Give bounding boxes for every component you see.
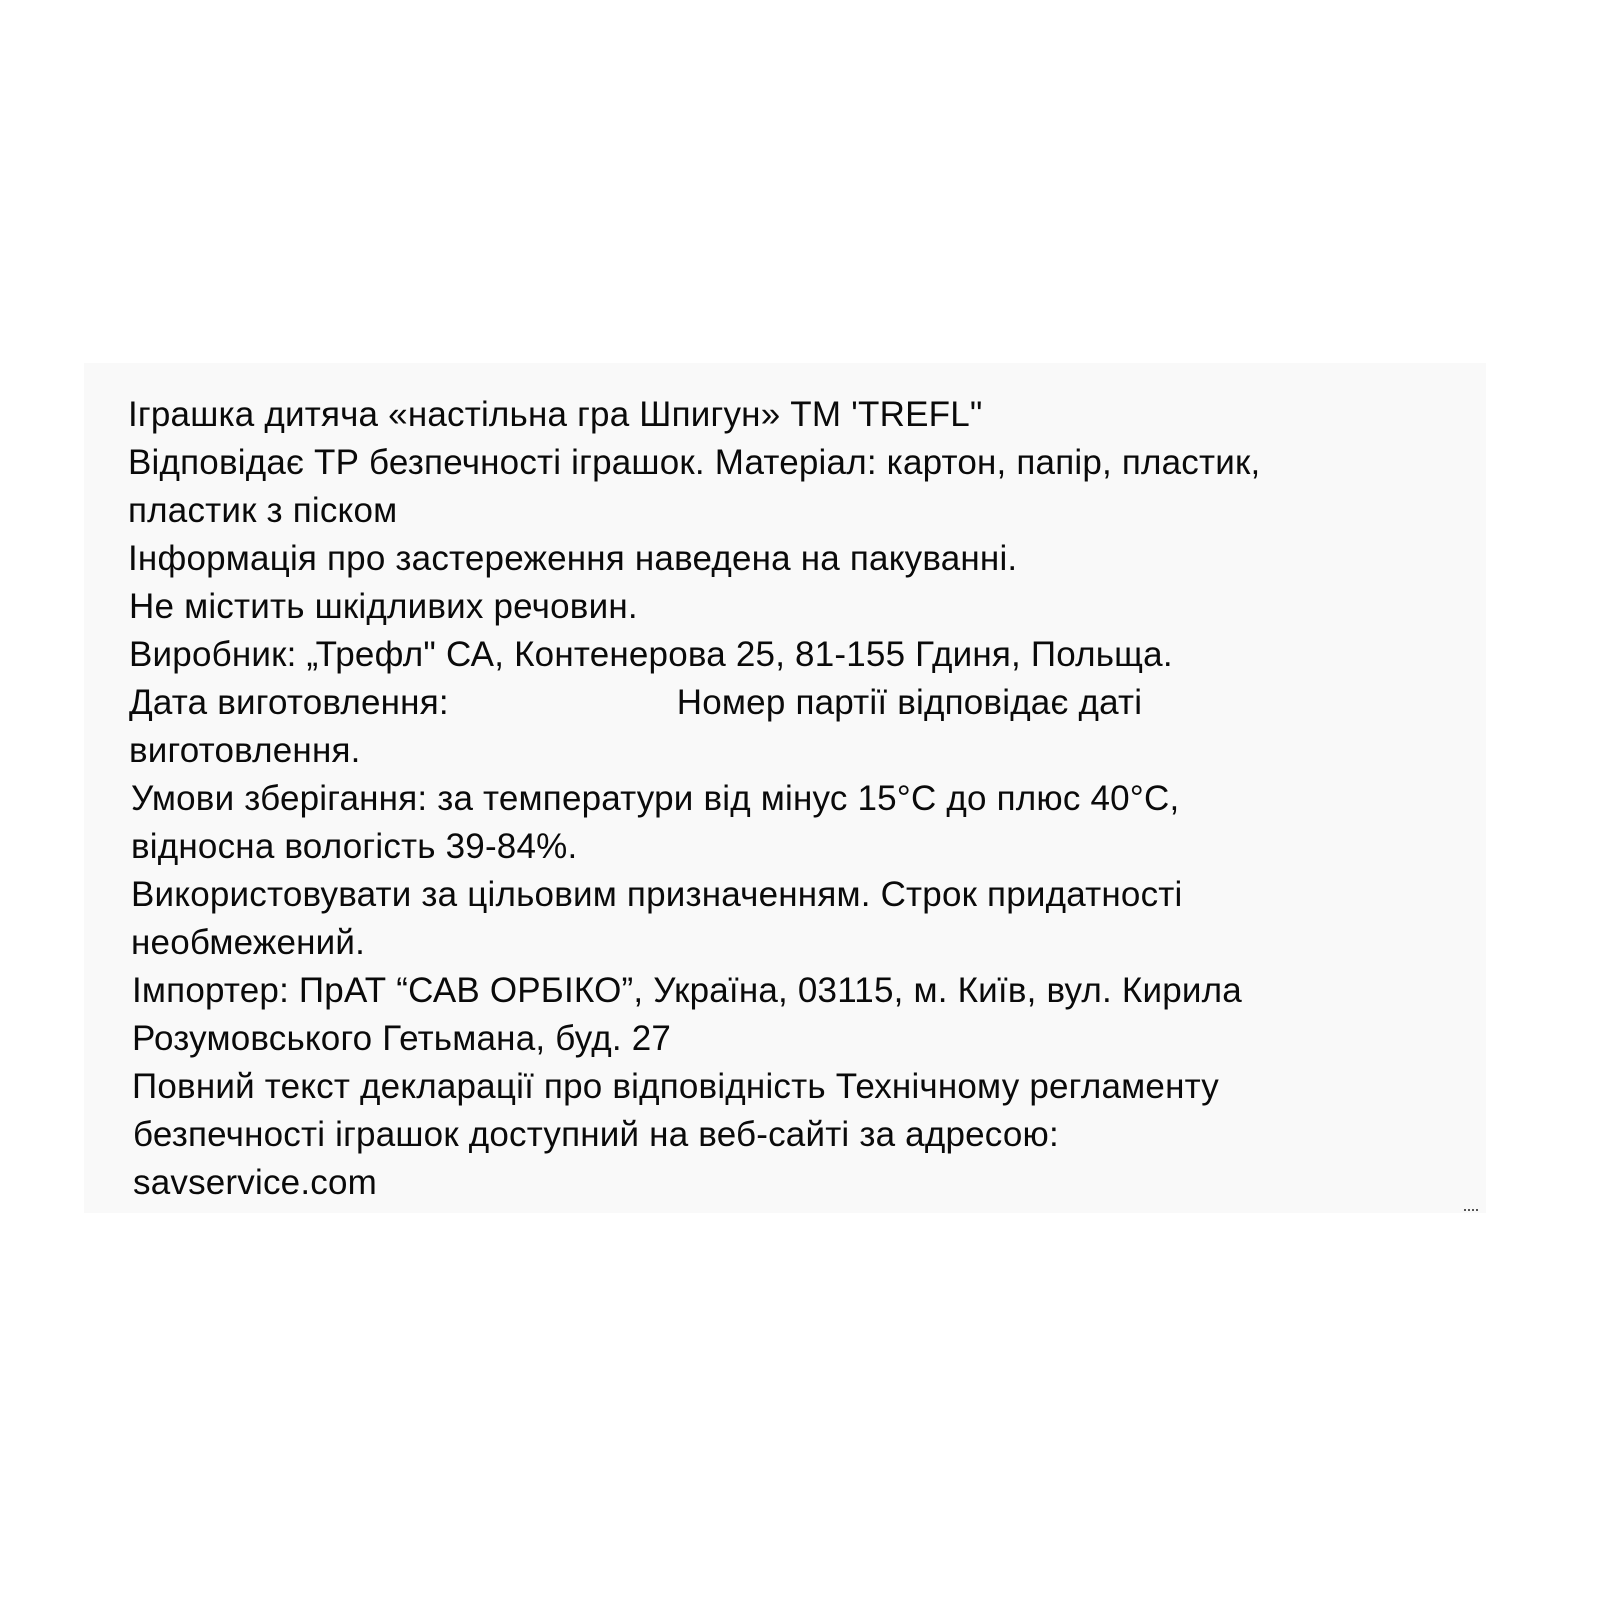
product-label-panel — [84, 363, 1486, 1213]
label-line-material-cont: пластик з піском — [128, 491, 398, 530]
scan-artifact-mark — [1464, 1209, 1478, 1213]
label-line-declaration-cont: безпечності іграшок доступний на веб-сайті за адресою: — [133, 1115, 1059, 1154]
label-line-declaration: Повний текст декларації про відповідність Технічному регламенту — [132, 1067, 1219, 1106]
label-line-humidity: відносна вологість 39-84%. — [131, 827, 578, 866]
label-line-shelf-life: необмежений. — [131, 923, 366, 962]
label-line-manufacturer: Виробник: „Трефл" СА, Контенерова 25, 81-155 Гдиня, Польща. — [129, 635, 1173, 674]
manufacture-date-label: Дата виготовлення: — [129, 683, 449, 722]
label-line-website: savservice.com — [133, 1163, 377, 1202]
label-line-storage: Умови зберігання: за температури від мінус 15°С до плюс 40°С, — [131, 779, 1180, 818]
batch-note: Номер партії відповідає даті — [676, 683, 1143, 722]
label-line-manufacture-date — [128, 679, 1488, 727]
label-line-no-harmful: Не містить шкідливих речовин. — [129, 587, 638, 626]
label-line-importer-address: Розумовського Гетьмана, буд. 27 — [132, 1019, 672, 1058]
label-line-warning-info: Інформація про застереження наведена на пакуванні. — [128, 539, 1018, 578]
label-line-compliance-material: Відповідає ТР безпечності іграшок. Матеріал: картон, папір, пластик, — [128, 443, 1261, 482]
label-line-usage: Використовувати за цільовим призначенням. Строк придатності — [131, 875, 1183, 914]
label-line-manufacture-cont: виготовлення. — [129, 731, 361, 770]
label-line-importer: Імпортер: ПрАТ “САВ ОРБІКО”, Україна, 03115, м. Київ, вул. Кирила — [132, 971, 1242, 1010]
label-line-product-title: Іграшка дитяча «настільна гра Шпигун» ТМ 'TREFL" — [128, 395, 983, 434]
product-label-text — [128, 391, 1488, 1207]
